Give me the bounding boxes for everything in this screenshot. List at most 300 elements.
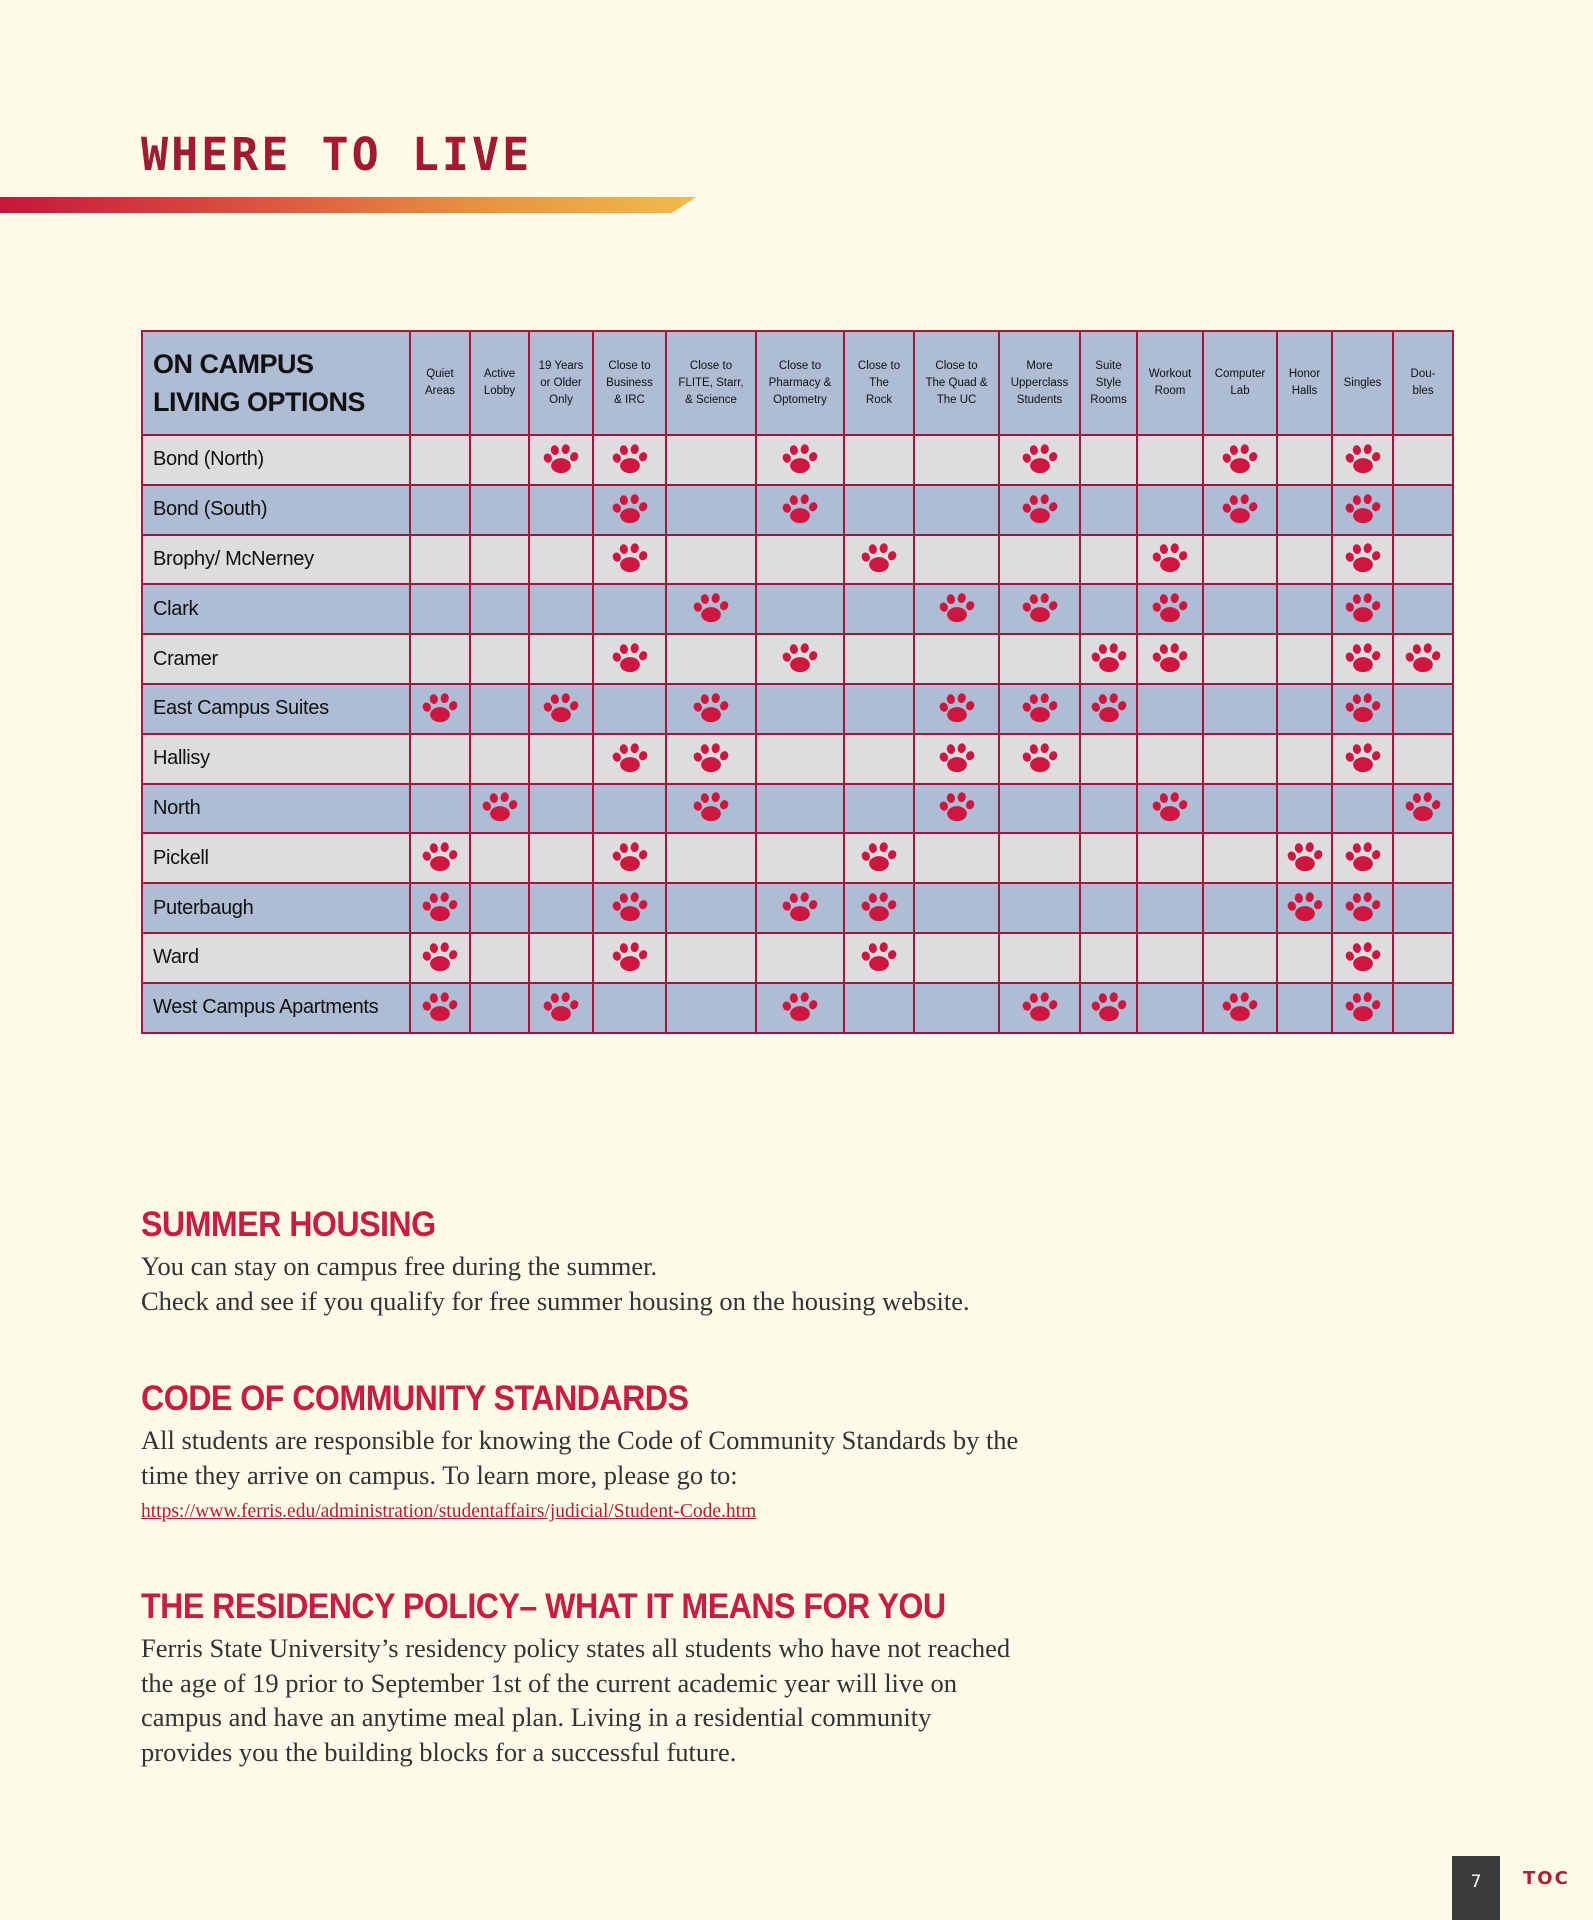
- paw-print-icon: [938, 593, 976, 625]
- residence-hall-name: Puterbaugh: [142, 883, 410, 933]
- paw-print-icon: [611, 643, 649, 675]
- paw-print-icon: [1404, 792, 1442, 824]
- paw-print-icon: [421, 892, 459, 924]
- table-cell: [1393, 933, 1453, 983]
- paw-print-icon: [611, 942, 649, 974]
- column-header: [756, 331, 844, 435]
- table-cell: [1393, 435, 1453, 485]
- paw-print-icon: [611, 494, 649, 526]
- table-cell: [593, 734, 666, 784]
- table-cell: [1203, 634, 1277, 684]
- table-cell: [1080, 435, 1137, 485]
- paw-print-icon: [1221, 444, 1259, 476]
- paw-print-icon: [611, 892, 649, 924]
- table-cell: [999, 933, 1080, 983]
- table-cell: [1080, 833, 1137, 883]
- table-cell: [1137, 734, 1203, 784]
- table-cell: [666, 734, 756, 784]
- table-cell: [470, 485, 529, 535]
- table-cell: [1277, 535, 1332, 585]
- table-cell: [1203, 584, 1277, 634]
- table-cell: [1080, 983, 1137, 1033]
- table-cell: [1332, 833, 1393, 883]
- column-header-line: Active: [483, 368, 516, 380]
- table-cell: [1393, 983, 1453, 1033]
- table-cell: [593, 435, 666, 485]
- column-header-line: Quiet: [426, 368, 454, 380]
- page-title: WHERE TO LIVE: [141, 128, 533, 181]
- table-cell: [914, 584, 999, 634]
- column-header-line: bles: [1412, 385, 1434, 397]
- paw-print-icon: [1221, 992, 1259, 1024]
- paw-print-icon: [1286, 892, 1324, 924]
- table-cell: [914, 784, 999, 834]
- table-cell: [529, 435, 593, 485]
- table-row: [142, 684, 1453, 734]
- table-cell: [914, 634, 999, 684]
- column-header: [410, 331, 470, 435]
- paw-print-icon: [1151, 792, 1189, 824]
- table-cell: [1203, 684, 1277, 734]
- column-header-line: Style: [1095, 376, 1122, 389]
- table-cell: [593, 784, 666, 834]
- column-header-line: Close to: [689, 359, 733, 372]
- table-cell: [410, 535, 470, 585]
- column-header: [1393, 331, 1453, 435]
- paw-print-icon: [1344, 842, 1382, 874]
- student-code-link[interactable]: https://www.ferris.edu/administration/studentaffairs/judicial/Student-Code.htm: [141, 1501, 757, 1522]
- column-header-line: Close to: [778, 359, 822, 372]
- table-cell: [914, 983, 999, 1033]
- paw-print-icon: [938, 792, 976, 824]
- table-cell: [1277, 784, 1332, 834]
- table-cell: [1393, 535, 1453, 585]
- paw-print-icon: [1344, 992, 1382, 1024]
- table-cell: [999, 435, 1080, 485]
- column-header-line: Suite: [1095, 359, 1122, 372]
- table-cell: [529, 734, 593, 784]
- page-number: 7: [1452, 1856, 1500, 1920]
- table-cell: [470, 784, 529, 834]
- table-cell: [844, 833, 914, 883]
- table-cell: [529, 933, 593, 983]
- table-cell: [1393, 584, 1453, 634]
- table-cell: [1137, 933, 1203, 983]
- paw-print-icon: [1021, 693, 1059, 725]
- table-cell: [844, 584, 914, 634]
- column-header-line: FLITE, Starr,: [678, 376, 744, 389]
- column-header: [844, 331, 914, 435]
- table-cell: [593, 684, 666, 734]
- table-cell: [470, 833, 529, 883]
- table-cell: [470, 684, 529, 734]
- table-row: [142, 485, 1453, 535]
- table-cell: [1332, 784, 1393, 834]
- residence-hall-name: Pickell: [142, 833, 410, 883]
- table-cell: [593, 485, 666, 535]
- table-cell: [1080, 883, 1137, 933]
- table-cell: [529, 784, 593, 834]
- column-header-line: Singles: [1343, 376, 1382, 389]
- table-cell: [1277, 584, 1332, 634]
- paw-print-icon: [781, 643, 819, 675]
- table-cell: [999, 684, 1080, 734]
- paw-print-icon: [1151, 543, 1189, 575]
- table-cell: [1203, 883, 1277, 933]
- table-cell: [999, 883, 1080, 933]
- summer-line-1: You can stay on campus free during the summer.: [141, 1251, 658, 1281]
- table-cell: [593, 833, 666, 883]
- table-cell: [1277, 983, 1332, 1033]
- residence-hall-name: West Campus Apartments: [142, 983, 410, 1033]
- paw-print-icon: [1021, 593, 1059, 625]
- table-cell: [1393, 634, 1453, 684]
- column-header-line: Close to: [857, 359, 901, 372]
- table-cell: [1277, 684, 1332, 734]
- table-cell: [1393, 833, 1453, 883]
- table-cell: [1332, 634, 1393, 684]
- residency-policy-heading: THE RESIDENCY POLICY– WHAT IT MEANS FOR YOU: [141, 1587, 946, 1626]
- summer-line-2: Check and see if you qualify for free summer housing on the housing website.: [141, 1285, 970, 1316]
- paw-print-icon: [1090, 992, 1128, 1024]
- column-header-line: Close to: [935, 359, 978, 372]
- table-cell: [470, 535, 529, 585]
- table-cell: [914, 833, 999, 883]
- table-header-row: [142, 331, 1453, 435]
- table-cell: [756, 634, 844, 684]
- table-row: [142, 833, 1453, 883]
- table-cell: [529, 833, 593, 883]
- column-header-line: Workout: [1148, 368, 1192, 380]
- table-cell: [666, 435, 756, 485]
- table-cell: [1277, 734, 1332, 784]
- residency-line-2: the age of 19 prior to September 1st of the current academic year will live on: [141, 1667, 958, 1698]
- table-cell: [666, 684, 756, 734]
- table-cell: [1332, 535, 1393, 585]
- toc-link[interactable]: TOC: [1523, 1868, 1570, 1889]
- table-cell: [1137, 833, 1203, 883]
- table-cell: [1332, 485, 1393, 535]
- table-cell: [1332, 684, 1393, 734]
- table-row: [142, 535, 1453, 585]
- table-cell: [1137, 883, 1203, 933]
- paw-print-icon: [1151, 593, 1189, 625]
- paw-print-icon: [611, 444, 649, 476]
- table-cell: [666, 883, 756, 933]
- column-header-line: Honor: [1288, 368, 1321, 380]
- column-header: [999, 331, 1080, 435]
- paw-print-icon: [781, 992, 819, 1024]
- table-cell: [1203, 784, 1277, 834]
- table-cell: [1393, 734, 1453, 784]
- column-header: [1332, 331, 1393, 435]
- table-cell: [1393, 684, 1453, 734]
- table-cell: [1137, 784, 1203, 834]
- paw-print-icon: [421, 693, 459, 725]
- column-header-line: Rock: [865, 393, 893, 406]
- table-cell: [410, 933, 470, 983]
- table-cell: [593, 634, 666, 684]
- residency-line-3: campus and have an anytime meal plan. Living in a residential community: [141, 1702, 932, 1732]
- table-cell: [999, 485, 1080, 535]
- table-cell: [666, 784, 756, 834]
- table-cell: [470, 933, 529, 983]
- column-header-line: Only: [549, 393, 573, 406]
- table-cell: [844, 684, 914, 734]
- table-cell: [1332, 734, 1393, 784]
- paw-print-icon: [1344, 942, 1382, 974]
- paw-print-icon: [481, 792, 519, 824]
- residency-policy-text: [141, 1631, 1141, 1769]
- table-cell: [1332, 933, 1393, 983]
- table-cell: [999, 734, 1080, 784]
- column-header-line: Halls: [1291, 385, 1318, 397]
- paw-print-icon: [1021, 494, 1059, 526]
- paw-print-icon: [1344, 593, 1382, 625]
- paw-print-icon: [860, 842, 898, 874]
- table-row: [142, 734, 1453, 784]
- table-cell: [999, 983, 1080, 1033]
- table-row: [142, 883, 1453, 933]
- paw-print-icon: [1090, 643, 1128, 675]
- table-row: [142, 634, 1453, 684]
- paw-print-icon: [860, 543, 898, 575]
- table-cell: [1137, 435, 1203, 485]
- table-cell: [914, 535, 999, 585]
- table-cell: [1137, 485, 1203, 535]
- table-cell: [1137, 584, 1203, 634]
- table-cell: [1203, 833, 1277, 883]
- table-cell: [593, 933, 666, 983]
- table-body: [142, 435, 1453, 1033]
- table-cell: [844, 535, 914, 585]
- paw-print-icon: [1344, 693, 1382, 725]
- table-cell: [1393, 784, 1453, 834]
- code-standards-heading: CODE OF COMMUNITY STANDARDS: [141, 1379, 689, 1418]
- residence-hall-name: Ward: [142, 933, 410, 983]
- table-cell: [756, 833, 844, 883]
- table-cell: [1277, 634, 1332, 684]
- table-cell: [410, 684, 470, 734]
- column-header-line: or Older: [540, 376, 582, 389]
- table-cell: [666, 584, 756, 634]
- paw-print-icon: [781, 444, 819, 476]
- column-header: [593, 331, 666, 435]
- code-standards-text: [141, 1423, 1141, 1492]
- table-cell: [1080, 584, 1137, 634]
- paw-print-icon: [938, 693, 976, 725]
- table-cell: [1277, 883, 1332, 933]
- paw-print-icon: [1344, 892, 1382, 924]
- table-row: [142, 983, 1453, 1033]
- paw-print-icon: [542, 693, 580, 725]
- residence-hall-name: Bond (North): [142, 435, 410, 485]
- code-line-1: All students are responsible for knowing the Code of Community Standards by the: [141, 1425, 1019, 1455]
- table-cell: [1080, 784, 1137, 834]
- table-cell: [593, 983, 666, 1033]
- table-cell: [756, 734, 844, 784]
- table-cell: [470, 435, 529, 485]
- table-cell: [1080, 933, 1137, 983]
- column-header-line: Rooms: [1090, 393, 1127, 406]
- table-cell: [529, 584, 593, 634]
- column-header: [1137, 331, 1203, 435]
- table-cell: [914, 734, 999, 784]
- table-cell: [1332, 883, 1393, 933]
- column-header: [914, 331, 999, 435]
- table-cell: [1277, 933, 1332, 983]
- table-cell: [593, 883, 666, 933]
- table-cell: [756, 684, 844, 734]
- table-cell: [1080, 684, 1137, 734]
- residency-line-4: provides you the building blocks for a successful future.: [141, 1736, 737, 1767]
- paw-print-icon: [781, 494, 819, 526]
- table-cell: [410, 435, 470, 485]
- paw-print-icon: [781, 892, 819, 924]
- paw-print-icon: [1151, 643, 1189, 675]
- table-cell: [1203, 435, 1277, 485]
- table-cell: [410, 784, 470, 834]
- paw-print-icon: [860, 892, 898, 924]
- residency-line-1: Ferris State University’s residency policy states all students who have not reached: [141, 1633, 1011, 1663]
- table-cell: [756, 535, 844, 585]
- table-cell: [844, 485, 914, 535]
- table-cell: [410, 883, 470, 933]
- paw-print-icon: [421, 842, 459, 874]
- column-header-line: Students: [1016, 393, 1063, 406]
- table-cell: [1277, 833, 1332, 883]
- table-cell: [529, 485, 593, 535]
- table-cell: [756, 435, 844, 485]
- paw-print-icon: [1286, 842, 1324, 874]
- table-cell: [666, 933, 756, 983]
- table-cell: [410, 584, 470, 634]
- residence-hall-name: East Campus Suites: [142, 684, 410, 734]
- paw-print-icon: [421, 992, 459, 1024]
- table-cell: [756, 485, 844, 535]
- residence-hall-name: Cramer: [142, 634, 410, 684]
- table-cell: [1203, 933, 1277, 983]
- table-row: [142, 435, 1453, 485]
- table-cell: [914, 684, 999, 734]
- residence-hall-name: Clark: [142, 584, 410, 634]
- table-cell: [1080, 485, 1137, 535]
- table-cell: [1137, 983, 1203, 1033]
- paw-print-icon: [611, 743, 649, 775]
- table-cell: [410, 634, 470, 684]
- table-cell: [1203, 535, 1277, 585]
- paw-print-icon: [542, 992, 580, 1024]
- table-cell: [593, 535, 666, 585]
- column-header-line: Areas: [424, 385, 456, 397]
- table-cell: [1203, 485, 1277, 535]
- table-cell: [1203, 734, 1277, 784]
- table-cell: [529, 983, 593, 1033]
- column-header-line: More: [1026, 359, 1053, 372]
- residence-hall-name: Brophy/ McNerney: [142, 535, 410, 585]
- paw-print-icon: [542, 444, 580, 476]
- paw-print-icon: [1344, 543, 1382, 575]
- table-cell: [1393, 883, 1453, 933]
- paw-print-icon: [1021, 992, 1059, 1024]
- table-cell: [844, 435, 914, 485]
- residence-hall-name: Hallisy: [142, 734, 410, 784]
- table-cell: [844, 734, 914, 784]
- column-header: [529, 331, 593, 435]
- paw-print-icon: [421, 942, 459, 974]
- table-cell: [914, 435, 999, 485]
- table-row: [142, 933, 1453, 983]
- table-cell: [1393, 485, 1453, 535]
- paw-print-icon: [1021, 743, 1059, 775]
- table-cell: [410, 734, 470, 784]
- table-cell: [756, 883, 844, 933]
- table-cell: [1277, 435, 1332, 485]
- paw-print-icon: [860, 942, 898, 974]
- column-header-line: & Science: [685, 393, 737, 406]
- table-cell: [1137, 634, 1203, 684]
- table-cell: [999, 535, 1080, 585]
- paw-print-icon: [692, 593, 730, 625]
- table-cell: [844, 784, 914, 834]
- column-header: [1203, 331, 1277, 435]
- table-cell: [529, 883, 593, 933]
- paw-print-icon: [1404, 643, 1442, 675]
- table-cell: [470, 883, 529, 933]
- column-header: [666, 331, 756, 435]
- table-cell: [666, 983, 756, 1033]
- column-header-line: Room: [1154, 385, 1186, 397]
- column-header-line: The Quad &: [925, 376, 988, 389]
- table-cell: [666, 535, 756, 585]
- table-cell: [844, 983, 914, 1033]
- paw-print-icon: [1221, 494, 1259, 526]
- residence-hall-name: North: [142, 784, 410, 834]
- table-cell: [999, 584, 1080, 634]
- table-cell: [470, 734, 529, 784]
- summer-housing-text: [141, 1249, 1141, 1318]
- table-cell: [470, 983, 529, 1033]
- table-cell: [410, 833, 470, 883]
- paw-print-icon: [1344, 643, 1382, 675]
- column-header-line: 19 Years: [538, 359, 584, 372]
- column-header: [470, 331, 529, 435]
- paw-print-icon: [1021, 444, 1059, 476]
- corner-line-2: LIVING OPTIONS: [153, 387, 366, 417]
- table-cell: [410, 983, 470, 1033]
- table-cell: [844, 883, 914, 933]
- table-cell: [470, 584, 529, 634]
- title-gradient-bar: [0, 197, 696, 213]
- paw-print-icon: [692, 743, 730, 775]
- table-cell: [999, 833, 1080, 883]
- paw-print-icon: [1344, 743, 1382, 775]
- column-header-line: & IRC: [614, 393, 645, 406]
- column-header-line: Dou-: [1410, 368, 1436, 380]
- table-cell: [529, 634, 593, 684]
- column-header: [1080, 331, 1137, 435]
- table-cell: [914, 883, 999, 933]
- table-cell: [1137, 684, 1203, 734]
- column-header-line: The UC: [936, 393, 977, 406]
- table-cell: [410, 485, 470, 535]
- table-cell: [1332, 584, 1393, 634]
- table-cell: [999, 634, 1080, 684]
- column-header-line: Upperclass: [1010, 376, 1069, 389]
- table-cell: [666, 634, 756, 684]
- table-cell: [756, 784, 844, 834]
- table-cell: [914, 485, 999, 535]
